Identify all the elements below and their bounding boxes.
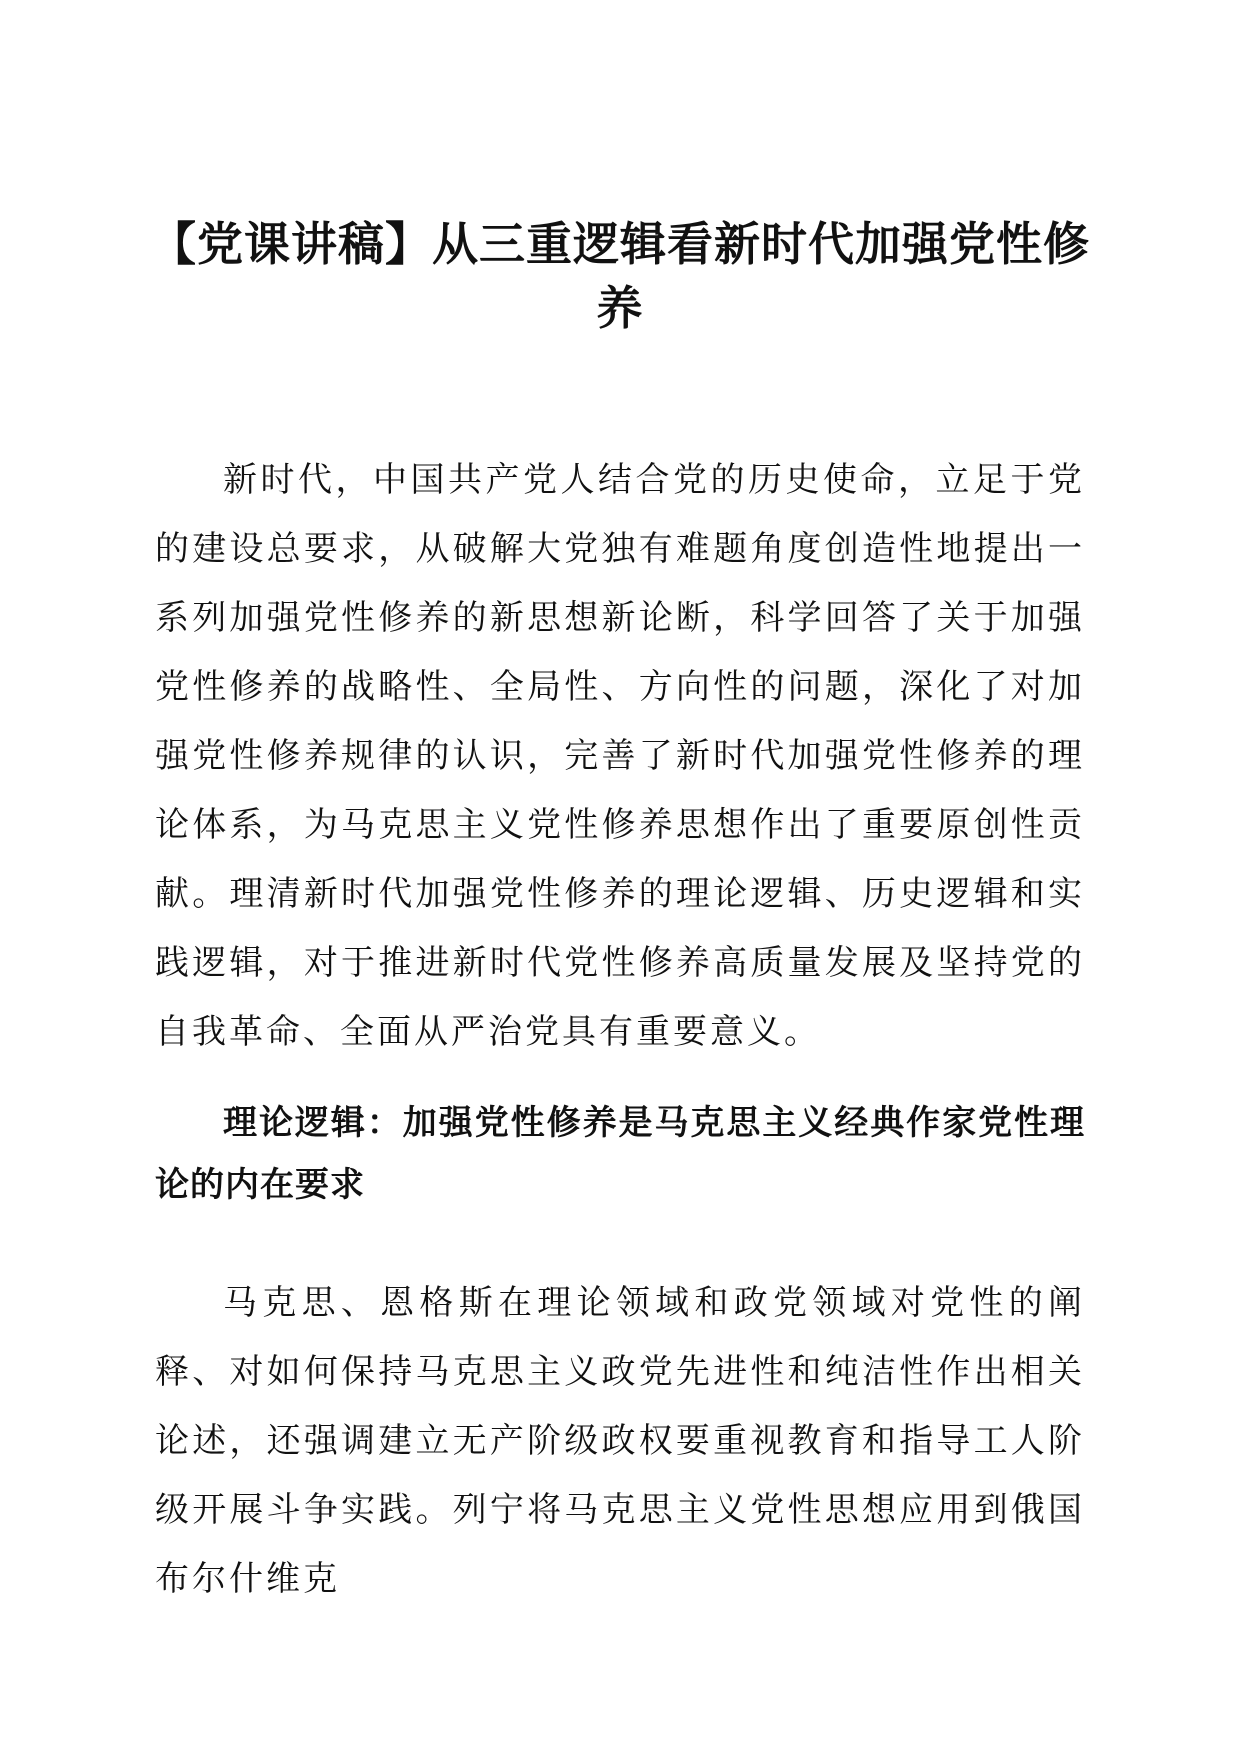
document-title: 【党课讲稿】从三重逻辑看新时代加强党性修养 [150, 217, 1090, 335]
body-paragraph: 马克思、恩格斯在理论领域和政党领域对党性的阐释、对如何保持马克思主义政党先进性和纯洁性作出相关论述，还强调建立无产阶级政权要重视教育和指导工人阶级开展斗争实践。列宁将马克思主义党性思想应用到俄国布尔什维克 [155, 1283, 1085, 1599]
section-heading: 理论逻辑：加强党性修养是马克思主义经典作家党性理论的内在要求 [155, 1103, 1085, 1205]
intro-paragraph: 新时代，中国共产党人结合党的历史使命，立足于党的建设总要求，从破解大党独有难题角度创造性地提出一系列加强党性修养的新思想新论断，科学回答了关于加强党性修养的战略性、全局性、方向性的问题，深化了对加强党性修养规律的认识，完善了新时代加强党性修养的理论体系，为马克思主义党性修养思想作出了重要原创性贡献。理清新时代加强党性修养的理论逻辑、历史逻辑和实践逻辑，对于推进新时代党性修养高质量发展及坚持党的自我革命、全面从严治党具有重要意义。 [155, 460, 1085, 1052]
